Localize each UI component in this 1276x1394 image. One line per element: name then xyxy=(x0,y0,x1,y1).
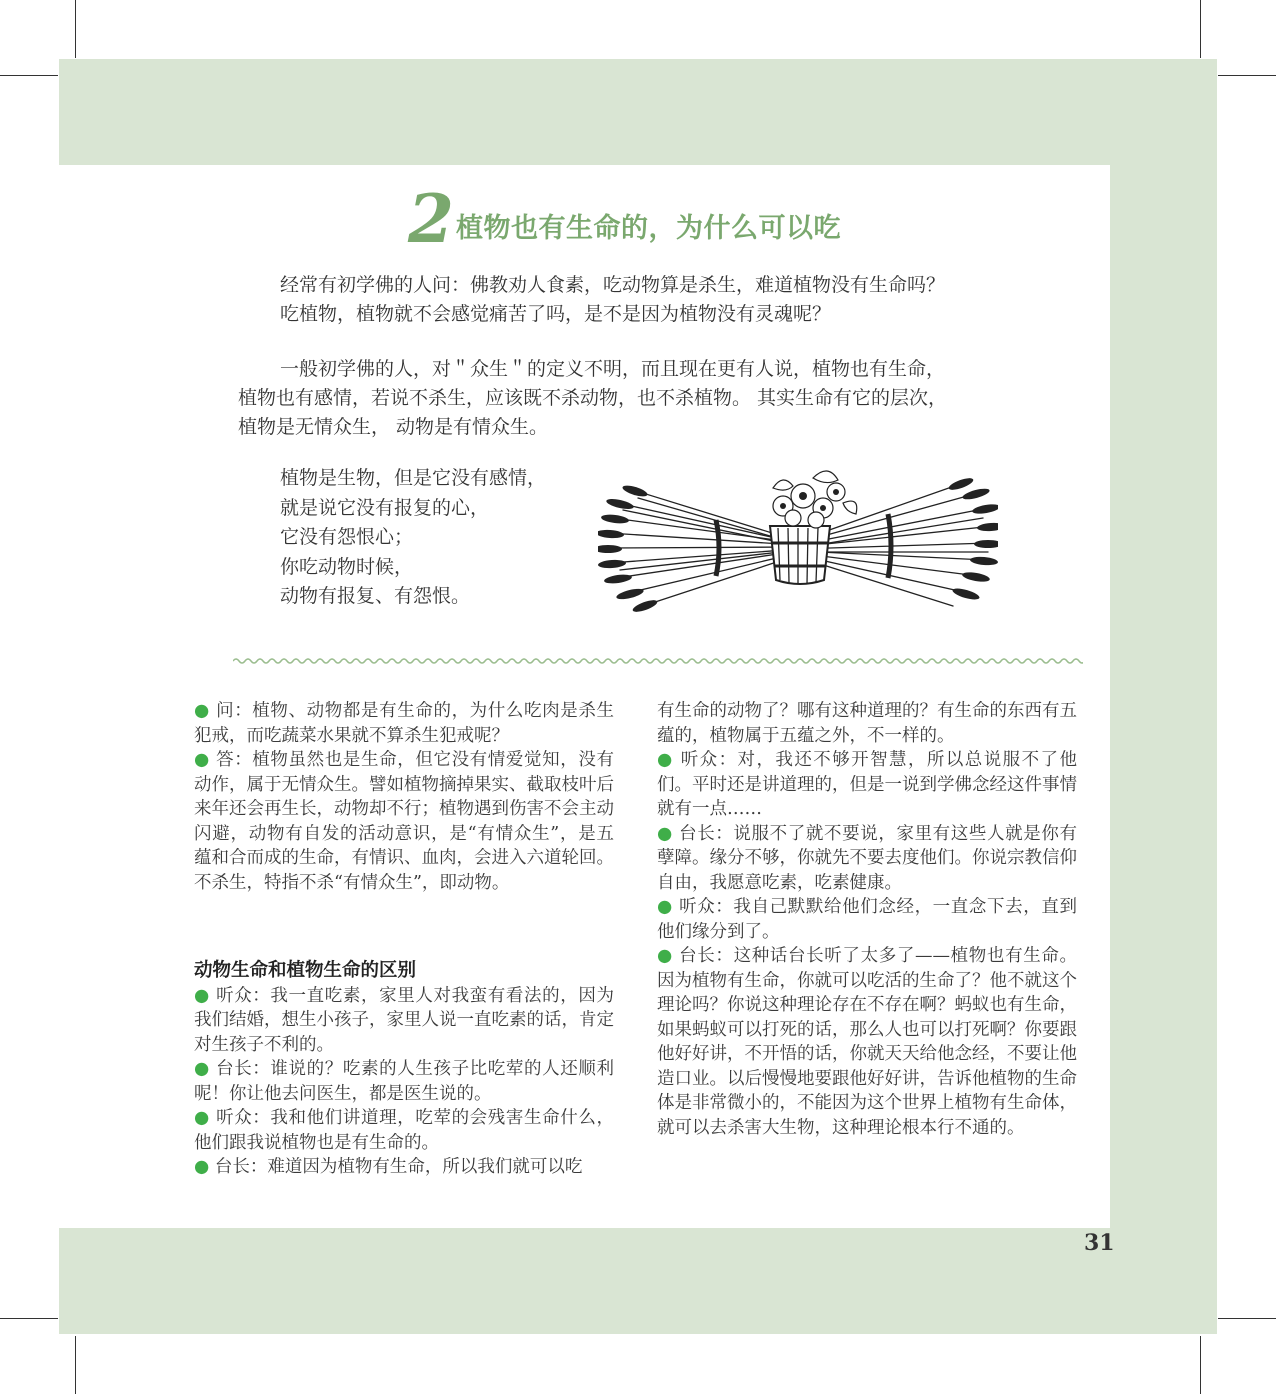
bullet-icon: ● xyxy=(194,1059,210,1079)
explanation-line: 一般初学佛的人，对＂众生＂的定义不明，而且现在更有人说，植物也有生命， xyxy=(280,358,946,380)
explanation-paragraph xyxy=(238,355,1038,442)
chapter-number: 2 xyxy=(408,180,454,258)
intro-line: 吃植物，植物就不会感觉痛苦了吗，是不是因为植物没有灵魂呢？ xyxy=(280,303,832,325)
verse-line: 就是说它没有报复的心， xyxy=(280,496,490,519)
bullet-icon: ● xyxy=(657,750,674,770)
list-item-text: 台长：这种话台长听了太多了——植物也有生命。因为植物有生命，你就可以吃活的生命了？他不就这个理论吗？你说这种理论存在不存在啊？蚂蚁也有生命，如果蚂蚁可以打死的话，那么人也可以打死啊？你要跟他好好讲，不开悟的话，你就天天给他念经，不要让他造口业。以后慢慢地要跟他好好讲，告诉他植物的生命体是非常微小的，不能因为这个世界上植物有生命体，就可以去杀害大生物，这种理论根本行不通的。 xyxy=(657,946,1077,1138)
bullet-icon: ● xyxy=(194,1157,210,1177)
verse-line: 植物是生物，但是它没有感情， xyxy=(280,467,547,489)
right-column xyxy=(657,699,1077,1140)
bullet-icon: ● xyxy=(194,1108,210,1128)
crop-mark xyxy=(1200,1336,1201,1394)
crop-mark xyxy=(0,75,58,76)
list-item xyxy=(194,699,614,748)
list-item-text: 答：植物虽然也是生命，但它没有情爱觉知，没有动作，属于无情众生。譬如植物摘掉果实、截取枝叶后来年还会再生长，动物却不行；植物遇到伤害不会主动闪避，动物有自发的活动意识，是“有情众生”，是五蕴和合而成的生命，有情识、血肉，会进入六道轮回。不杀生，特指不杀“有情众生”，即动物。 xyxy=(194,750,614,893)
crop-mark xyxy=(75,0,76,58)
list-item-text: 问：植物、动物都是有生命的，为什么吃肉是杀生犯戒，而吃蔬菜水果就不算杀生犯戒呢？ xyxy=(194,701,614,746)
bullet-icon: ● xyxy=(657,946,673,966)
section-subheading: 动物生命和植物生命的区别 xyxy=(194,960,417,981)
list-item-text: 台长：谁说的？吃素的人生孩子比吃荤的人还顺利呢！你让他去问医生，都是医生说的。 xyxy=(194,1059,614,1104)
bullet-icon: ● xyxy=(657,823,673,844)
crop-mark xyxy=(1200,0,1201,58)
list-item-text: 听众：我一直吃素，家里人对我蛮有看法的，因为我们结婚，想生小孩子，家里人说一直吃素的话，肯定对生孩子不利的。 xyxy=(194,985,614,1055)
page-number: 31 xyxy=(1084,1230,1115,1256)
crop-mark xyxy=(75,1336,76,1394)
explanation-line: 植物也有感情，若说不杀生，应该既不杀动物，也不杀植物。 其实生命有它的层次， xyxy=(238,387,948,409)
crop-mark xyxy=(1218,75,1276,76)
page-title: 植物也有生命的，为什么可以吃 xyxy=(456,213,841,244)
list-item-text: 台长：难道因为植物有生命，所以我们就可以吃 xyxy=(214,1157,583,1177)
crop-mark xyxy=(1218,1318,1276,1319)
crop-mark xyxy=(0,1318,58,1319)
list-item xyxy=(194,984,614,1058)
list-item-text: 台长：说服不了就不要说，家里有这些人就是你有孽障。缘分不够，你就先不要去度他们。你说宗教信仰自由，我愿意吃素，吃素健康。 xyxy=(657,823,1077,893)
list-item xyxy=(657,944,1077,1140)
bullet-icon: ● xyxy=(194,750,210,770)
wheat-sheaf-basket-icon xyxy=(598,448,998,628)
list-item-text: 听众：我自己默默给他们念经，一直念下去，直到他们缘分到了。 xyxy=(657,897,1077,942)
left-column xyxy=(194,699,614,1180)
explanation-line: 植物是无情众生， 动物是有情众生。 xyxy=(238,416,549,438)
list-item xyxy=(194,748,614,895)
intro-line: 经常有初学佛的人问：佛教劝人食素，吃动物算是杀生，难道植物没有生命吗？ xyxy=(280,274,946,296)
wavy-divider xyxy=(233,654,1083,668)
continuation-text: 有生命的动物了？哪有这种道理的？有生命的东西有五蕴的，植物属于五蕴之外，不一样的。 xyxy=(657,701,1077,746)
bullet-icon: ● xyxy=(657,897,673,917)
list-item xyxy=(657,822,1077,896)
list-item-text: 听众：我和他们讲道理，吃荤的会残害生命什么，他们跟我说植物也是有生命的。 xyxy=(194,1108,614,1153)
bullet-icon: ● xyxy=(194,985,210,1006)
verse-line: 你吃动物时候， xyxy=(280,555,414,578)
verse-block xyxy=(280,464,600,612)
list-item xyxy=(194,1155,614,1180)
list-item xyxy=(657,748,1077,822)
list-item xyxy=(194,1057,614,1106)
verse-line: 它没有怨恨心； xyxy=(280,526,414,548)
bullet-icon: ● xyxy=(194,701,210,721)
intro-paragraph xyxy=(280,271,1040,329)
verse-line: 动物有报复、有怨恨。 xyxy=(280,585,471,607)
list-item xyxy=(657,895,1077,944)
list-item-text: 听众：对，我还不够开智慧，所以总说服不了他们。平时还是讲道理的，但是一说到学佛念经这件事情就有一点…… xyxy=(657,750,1077,819)
list-item xyxy=(194,1106,614,1155)
